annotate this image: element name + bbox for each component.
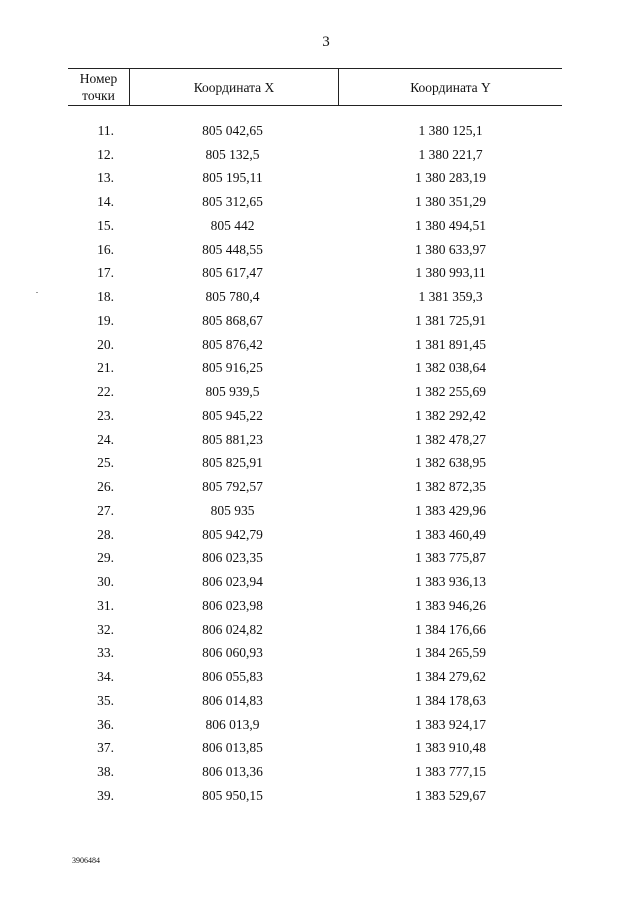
coordinate-y-cell: 1 380 993,11 xyxy=(415,265,486,281)
coordinate-x-cell: 805 950,15 xyxy=(202,787,263,803)
coordinate-x-cell: 806 013,85 xyxy=(202,740,263,756)
point-number-cell: 11. xyxy=(97,122,114,138)
table-row xyxy=(68,262,562,286)
header-point-number-line1: Номер xyxy=(79,71,118,86)
table-row xyxy=(68,190,562,214)
coordinate-x-cell: 806 023,35 xyxy=(202,550,263,566)
coordinate-x-cell: 805 617,47 xyxy=(202,265,263,281)
coordinate-y-cell: 1 382 478,27 xyxy=(415,431,486,447)
point-number-cell: 18. xyxy=(97,289,114,305)
coordinate-x-cell: 805 939,5 xyxy=(205,384,260,400)
coordinate-x-cell: 805 942,79 xyxy=(202,526,263,542)
coordinate-y-cell: 1 381 725,91 xyxy=(415,312,486,328)
table-row xyxy=(68,404,562,428)
point-number-cell: 19. xyxy=(97,312,114,328)
header-point-number-line2: точки xyxy=(82,88,115,103)
table-row xyxy=(68,167,562,191)
table-row xyxy=(68,143,562,167)
point-number-cell: 29. xyxy=(97,550,114,566)
header-point-number xyxy=(68,69,129,105)
coordinate-y-cell: 1 380 283,19 xyxy=(415,170,486,186)
coordinate-y-cell: 1 383 529,67 xyxy=(415,787,486,803)
point-number-cell: 32. xyxy=(97,621,114,637)
coordinate-y-cell: 1 382 038,64 xyxy=(415,360,486,376)
coordinate-y-cell: 1 384 265,59 xyxy=(415,645,486,661)
table-row xyxy=(68,475,562,499)
point-number-cell: 20. xyxy=(97,336,114,352)
table-row xyxy=(68,452,562,476)
point-number-cell: 36. xyxy=(97,716,114,732)
point-number-cell: 12. xyxy=(97,146,114,162)
point-number-cell: 37. xyxy=(97,740,114,756)
coordinate-y-cell: 1 384 178,63 xyxy=(415,692,486,708)
coordinate-y-cell: 1 382 872,35 xyxy=(415,479,486,495)
point-number-cell: 22. xyxy=(97,384,114,400)
table-row xyxy=(68,238,562,262)
point-number-cell: 31. xyxy=(97,597,114,613)
point-number-cell: 27. xyxy=(97,502,114,518)
coordinate-y-cell: 1 380 494,51 xyxy=(415,217,486,233)
table-body xyxy=(68,119,562,808)
coordinate-y-cell: 1 383 775,87 xyxy=(415,550,486,566)
coordinate-y-cell: 1 380 125,1 xyxy=(418,122,483,138)
point-number-cell: 17. xyxy=(97,265,114,281)
coordinate-x-cell: 805 132,5 xyxy=(205,146,260,162)
table-row xyxy=(68,760,562,784)
coordinate-x-cell: 805 780,4 xyxy=(205,289,260,305)
point-number-cell: 23. xyxy=(97,407,114,423)
point-number-cell: 34. xyxy=(97,669,114,685)
coordinate-y-cell: 1 383 924,17 xyxy=(415,716,486,732)
table-row xyxy=(68,357,562,381)
coordinate-y-cell: 1 382 292,42 xyxy=(415,407,486,423)
table-header xyxy=(68,68,562,106)
table-row xyxy=(68,618,562,642)
coordinate-y-cell: 1 383 936,13 xyxy=(415,574,486,590)
coordinate-x-cell: 805 042,65 xyxy=(202,122,263,138)
coordinate-y-cell: 1 380 351,29 xyxy=(415,194,486,210)
margin-mark xyxy=(36,292,38,293)
coordinate-x-cell: 805 876,42 xyxy=(202,336,263,352)
coordinate-x-cell: 805 195,11 xyxy=(202,170,263,186)
table-row xyxy=(68,309,562,333)
point-number-cell: 38. xyxy=(97,764,114,780)
point-number-cell: 28. xyxy=(97,526,114,542)
point-number-cell: 26. xyxy=(97,479,114,495)
table-row xyxy=(68,214,562,238)
coordinate-x-cell: 805 448,55 xyxy=(202,241,263,257)
coordinate-y-cell: 1 381 891,45 xyxy=(415,336,486,352)
table-row xyxy=(68,547,562,571)
coordinate-y-cell: 1 380 633,97 xyxy=(415,241,486,257)
coordinate-x-cell: 806 060,93 xyxy=(202,645,263,661)
table-row xyxy=(68,570,562,594)
coordinate-y-cell: 1 383 777,15 xyxy=(415,764,486,780)
point-number-cell: 33. xyxy=(97,645,114,661)
coordinate-y-cell: 1 380 221,7 xyxy=(418,146,483,162)
coordinate-y-cell: 1 381 359,3 xyxy=(418,289,483,305)
coordinate-y-cell: 1 382 255,69 xyxy=(415,384,486,400)
coordinate-y-cell: 1 383 910,48 xyxy=(415,740,486,756)
table-row xyxy=(68,784,562,808)
header-coordinate-y: Координата Y xyxy=(410,79,491,95)
coordinate-x-cell: 805 868,67 xyxy=(202,312,263,328)
table-row xyxy=(68,380,562,404)
point-number-cell: 13. xyxy=(97,170,114,186)
table-row xyxy=(68,285,562,309)
coordinate-y-cell: 1 384 176,66 xyxy=(415,621,486,637)
table-row xyxy=(68,737,562,761)
table-row xyxy=(68,665,562,689)
coordinate-y-cell: 1 383 460,49 xyxy=(415,526,486,542)
point-number-cell: 39. xyxy=(97,787,114,803)
table-row xyxy=(68,499,562,523)
coordinate-y-cell: 1 384 279,62 xyxy=(415,669,486,685)
document-code: 3906484 xyxy=(72,856,100,865)
table-row xyxy=(68,119,562,143)
point-number-cell: 30. xyxy=(97,574,114,590)
point-number-cell: 25. xyxy=(97,455,114,471)
point-number-cell: 35. xyxy=(97,692,114,708)
header-coordinate-x: Координата X xyxy=(129,69,339,105)
coordinate-x-cell: 806 023,94 xyxy=(202,574,263,590)
page-number: 3 xyxy=(322,34,330,50)
coordinate-x-cell: 805 945,22 xyxy=(202,407,263,423)
coordinate-x-cell: 805 881,23 xyxy=(202,431,263,447)
point-number-cell: 15. xyxy=(97,217,114,233)
coordinate-x-cell: 805 442 xyxy=(210,217,255,233)
coordinate-x-cell: 806 024,82 xyxy=(202,621,263,637)
coordinate-x-cell: 806 013,36 xyxy=(202,764,263,780)
coordinate-y-cell: 1 383 946,26 xyxy=(415,597,486,613)
point-number-cell: 24. xyxy=(97,431,114,447)
coordinate-x-cell: 805 935 xyxy=(210,502,255,518)
table-row xyxy=(68,594,562,618)
table-row xyxy=(68,689,562,713)
coordinate-x-cell: 806 013,9 xyxy=(205,716,260,732)
coordinate-y-cell: 1 383 429,96 xyxy=(415,502,486,518)
point-number-cell: 16. xyxy=(97,241,114,257)
coordinate-y-cell: 1 382 638,95 xyxy=(415,455,486,471)
table-row xyxy=(68,333,562,357)
table-row xyxy=(68,523,562,547)
coordinate-x-cell: 805 312,65 xyxy=(202,194,263,210)
coordinate-x-cell: 806 055,83 xyxy=(202,669,263,685)
point-number-cell: 14. xyxy=(97,194,114,210)
coordinate-x-cell: 805 825,91 xyxy=(202,455,263,471)
coordinate-x-cell: 806 014,83 xyxy=(202,692,263,708)
table-row xyxy=(68,428,562,452)
coordinate-x-cell: 805 916,25 xyxy=(202,360,263,376)
coordinate-x-cell: 805 792,57 xyxy=(202,479,263,495)
table-row xyxy=(68,713,562,737)
coordinate-x-cell: 806 023,98 xyxy=(202,597,263,613)
table-row xyxy=(68,642,562,666)
point-number-cell: 21. xyxy=(97,360,114,376)
